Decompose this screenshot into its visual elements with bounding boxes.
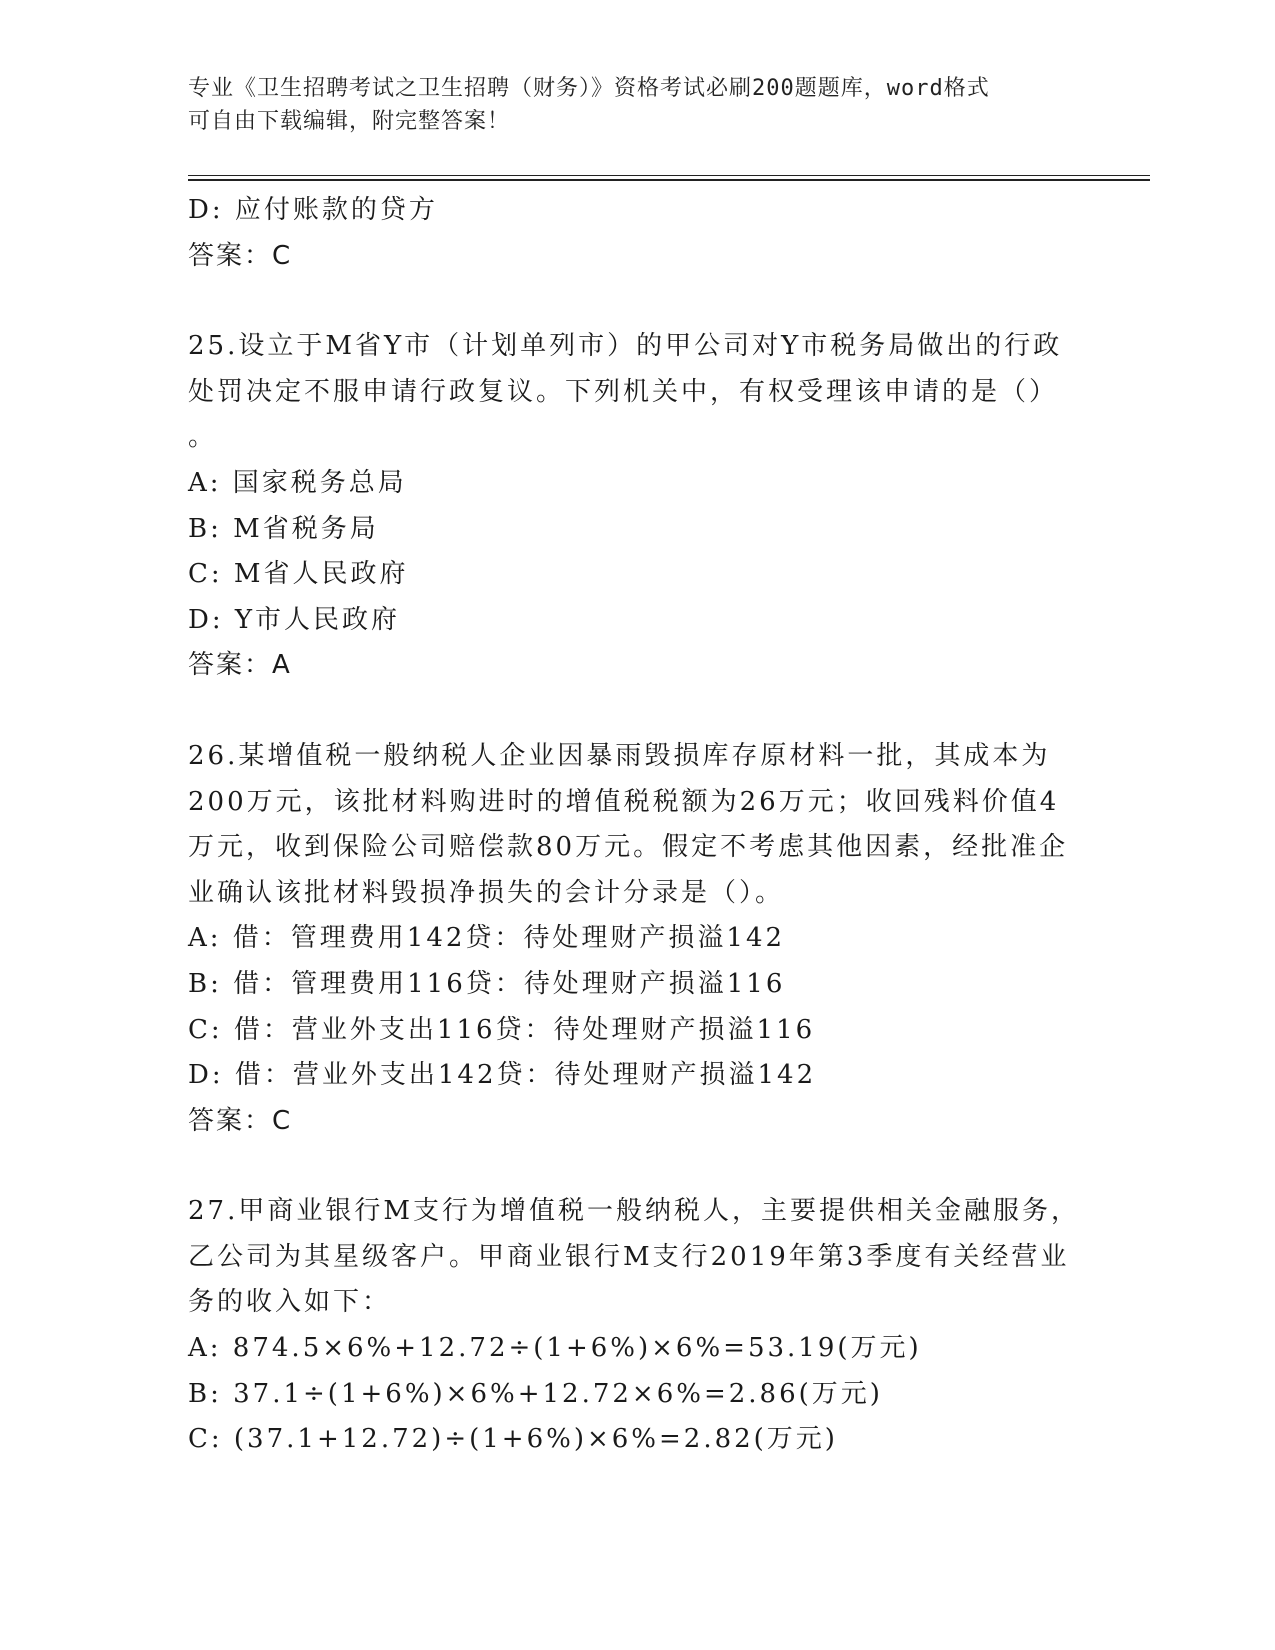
answer-line: 答案：A	[188, 650, 292, 681]
answer-line: 答案：C	[188, 240, 293, 271]
question-27	[188, 1189, 1088, 1463]
previous-question-tail	[188, 188, 1088, 279]
question-stem-line: 26.某增值税一般纳税人企业因暴雨毁损库存原材料一批，其成本为	[188, 740, 1051, 771]
option-d: D: 应付账款的贷方	[188, 195, 438, 225]
question-25	[188, 324, 1088, 689]
question-stem-line: 业确认该批材料毁损净损失的会计分录是（）。	[188, 877, 785, 908]
option-a: A: 874.5×6%+12.72÷(1+6%)×6%=53.19(万元)	[188, 1333, 922, 1364]
option-c: C: (37.1+12.72)÷(1+6%)×6%=2.82(万元)	[188, 1424, 838, 1455]
header-title-line-1: 专业《卫生招聘考试之卫生招聘（财务）》资格考试必刷200题题库，word格式	[188, 76, 990, 101]
question-stem-line: 乙公司为其星级客户。甲商业银行M支行2019年第3季度有关经营业	[188, 1241, 1070, 1272]
option-a: A: 借：管理费用142贷：待处理财产损溢142	[188, 923, 786, 954]
option-c: C: 借：营业外支出116贷：待处理财产损溢116	[188, 1014, 816, 1045]
option-b: B: M省税务局	[188, 513, 379, 544]
option-d: D: Y市人民政府	[188, 604, 401, 635]
question-stem-line: 处罚决定不服申请行政复议。下列机关中，有权受理该申请的是（）	[188, 376, 1059, 407]
question-26	[188, 734, 1088, 1144]
document-body	[188, 188, 1088, 1463]
option-d: D: 借：营业外支出142贷：待处理财产损溢142	[188, 1060, 817, 1091]
question-stem-line: 27.甲商业银行M支行为增值税一般纳税人，主要提供相关金融服务，	[188, 1196, 1080, 1227]
answer-line: 答案：C	[188, 1105, 293, 1136]
question-stem-line: 务的收入如下：	[188, 1287, 392, 1318]
question-stem-line: 200万元，该批材料购进时的增值税税额为26万元；收回残料价值4	[188, 786, 1060, 817]
document-header	[188, 72, 1088, 138]
option-b: B: 37.1÷(1+6%)×6%+12.72×6%=2.86(万元)	[188, 1378, 883, 1409]
option-a: A: 国家税务总局	[188, 467, 407, 498]
header-divider	[188, 175, 1150, 181]
question-stem-line: 25.设立于M省Y市（计划单列市）的甲公司对Y市税务局做出的行政	[188, 331, 1063, 362]
option-b: B: 借：管理费用116贷：待处理财产损溢116	[188, 968, 786, 999]
option-c: C: M省人民政府	[188, 559, 409, 590]
question-stem-line: 。	[188, 422, 218, 453]
header-title-line-2: 可自由下载编辑，附完整答案！	[188, 109, 511, 134]
question-stem-line: 万元，收到保险公司赔偿款80万元。假定不考虑其他因素，经批准企	[188, 832, 1069, 863]
